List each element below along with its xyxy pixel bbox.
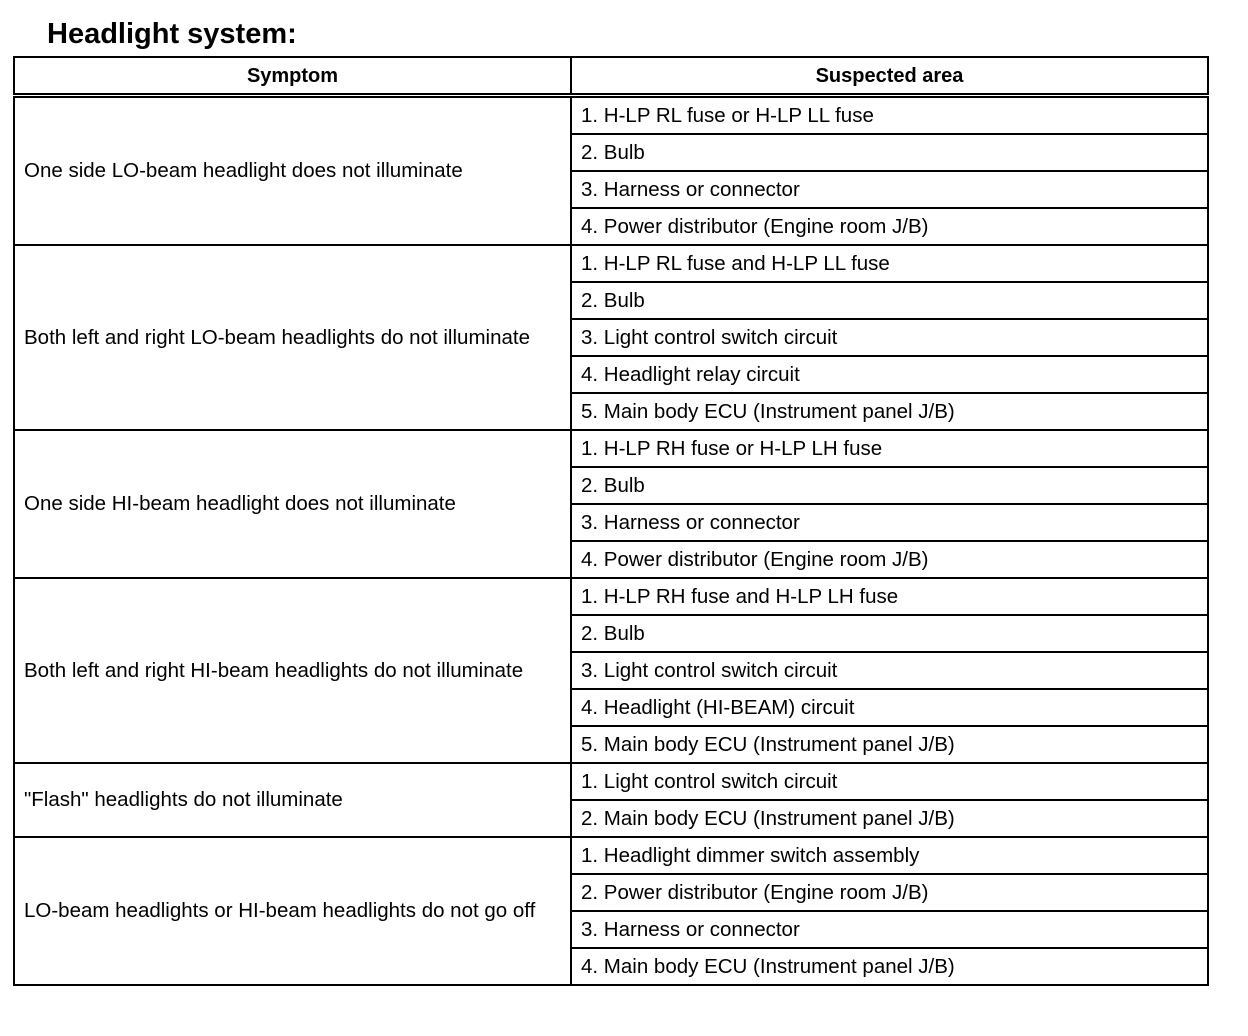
symptom-cell: Both left and right LO-beam headlights do not illuminate [14, 245, 571, 430]
symptom-column-header: Symptom [14, 57, 571, 96]
table-header-row [14, 57, 1208, 96]
symptom-cell: LO-beam headlights or HI-beam headlights do not go off [14, 837, 571, 985]
table-row [14, 245, 1208, 282]
suspected-area-cell: 5. Main body ECU (Instrument panel J/B) [571, 393, 1208, 430]
suspected-area-cell: 4. Power distributor (Engine room J/B) [571, 541, 1208, 578]
suspected-area-cell: 3. Harness or connector [571, 911, 1208, 948]
suspected-area-cell: 4. Headlight relay circuit [571, 356, 1208, 393]
suspected-area-cell: 3. Light control switch circuit [571, 319, 1208, 356]
symptom-cell: One side HI-beam headlight does not illuminate [14, 430, 571, 578]
table-row [14, 837, 1208, 874]
page-title: Headlight system: [47, 18, 297, 50]
suspected-area-cell: 3. Light control switch circuit [571, 652, 1208, 689]
table-row [14, 578, 1208, 615]
symptom-cell: Both left and right HI-beam headlights do not illuminate [14, 578, 571, 763]
suspected-area-cell: 2. Power distributor (Engine room J/B) [571, 874, 1208, 911]
suspected-area-cell: 1. H-LP RL fuse and H-LP LL fuse [571, 245, 1208, 282]
diagnostic-table [13, 56, 1209, 986]
suspected-area-cell: 4. Main body ECU (Instrument panel J/B) [571, 948, 1208, 985]
symptom-cell: "Flash" headlights do not illuminate [14, 763, 571, 837]
table-row [14, 96, 1208, 135]
suspected-area-cell: 2. Bulb [571, 134, 1208, 171]
suspected-area-cell: 1. H-LP RH fuse and H-LP LH fuse [571, 578, 1208, 615]
suspected-area-cell: 1. Light control switch circuit [571, 763, 1208, 800]
suspected-area-cell: 4. Power distributor (Engine room J/B) [571, 208, 1208, 245]
table-body [14, 96, 1208, 986]
suspected-area-cell: 2. Main body ECU (Instrument panel J/B) [571, 800, 1208, 837]
suspected-area-column-header: Suspected area [571, 57, 1208, 96]
suspected-area-cell: 1. H-LP RH fuse or H-LP LH fuse [571, 430, 1208, 467]
table-row [14, 430, 1208, 467]
suspected-area-cell: 1. Headlight dimmer switch assembly [571, 837, 1208, 874]
suspected-area-cell: 3. Harness or connector [571, 504, 1208, 541]
suspected-area-cell: 1. H-LP RL fuse or H-LP LL fuse [571, 96, 1208, 135]
suspected-area-cell: 5. Main body ECU (Instrument panel J/B) [571, 726, 1208, 763]
suspected-area-cell: 2. Bulb [571, 467, 1208, 504]
suspected-area-cell: 2. Bulb [571, 282, 1208, 319]
table-row [14, 763, 1208, 800]
symptom-cell: One side LO-beam headlight does not illuminate [14, 96, 571, 246]
suspected-area-cell: 4. Headlight (HI-BEAM) circuit [571, 689, 1208, 726]
suspected-area-cell: 2. Bulb [571, 615, 1208, 652]
suspected-area-cell: 3. Harness or connector [571, 171, 1208, 208]
